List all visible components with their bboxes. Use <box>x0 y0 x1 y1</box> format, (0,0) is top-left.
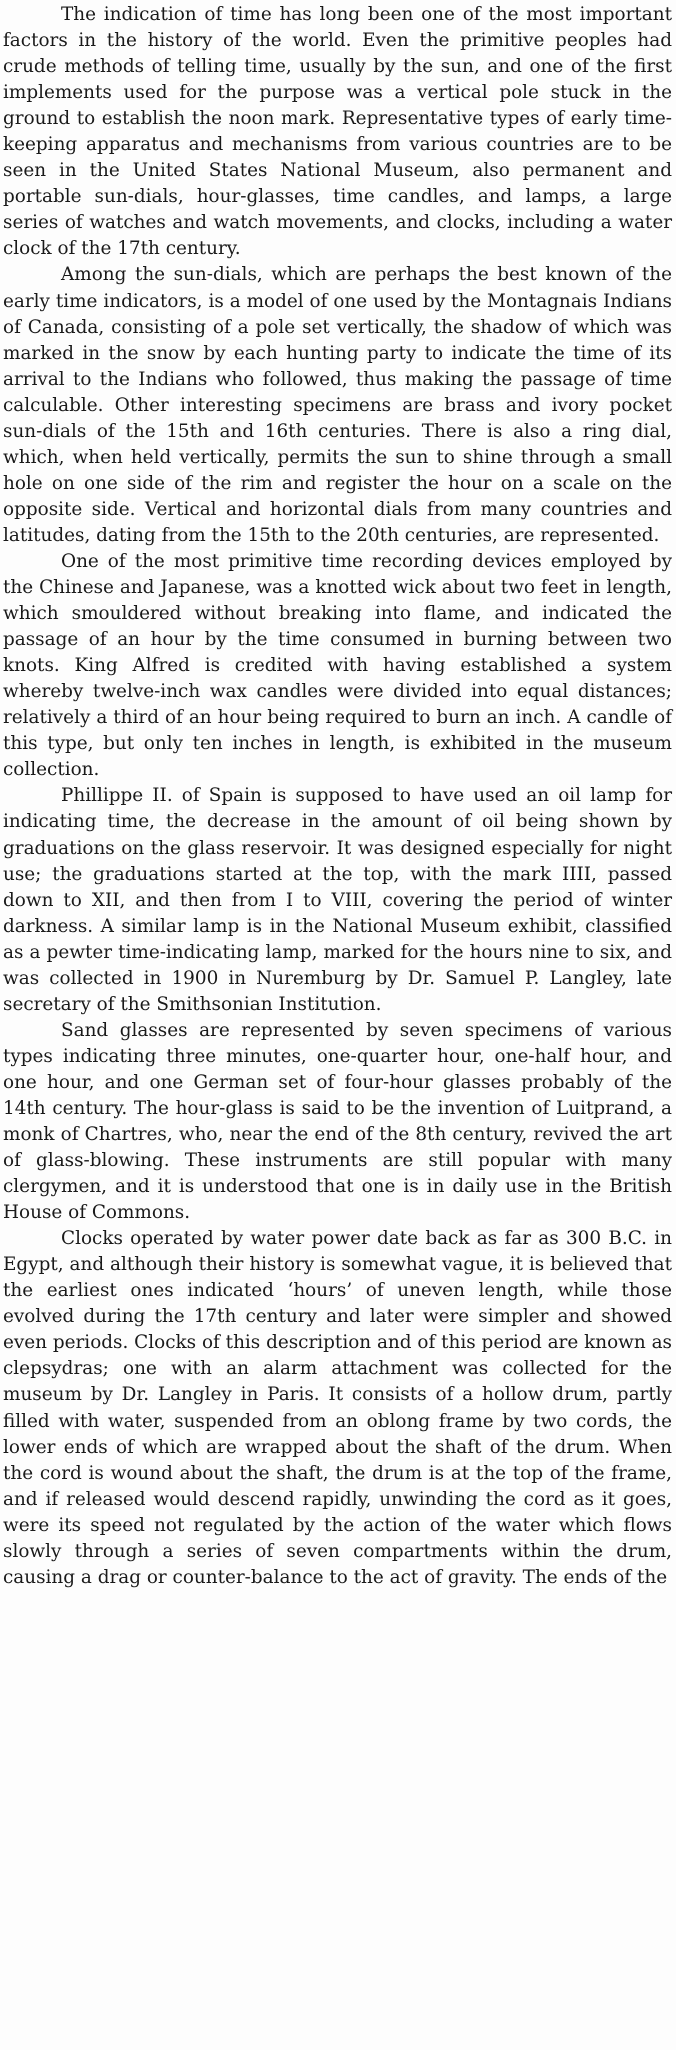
paragraph-oil-lamp: Phillippe II. of Spain is supposed to have used an oil lamp for indicating time, the decrease in the amount of oil being shown by graduations on the glass reservoir. It was designed especially for night use; the graduations started at the top, with the mark IIII, passed down to XII, and then from I to VIII, covering the period of winter darkness. A similar lamp is in the National Museum exhibit, classified as a pewter time-indicating lamp, marked for the hours nine to six, and was collected in 1900 in Nuremburg by Dr. Samuel P. Langley, late secretary of the Smithsonian Institution. <box>3 785 672 1015</box>
paragraph-sand-glasses: Sand glasses are represented by seven specimens of various types indicating three minutes, one-quarter hour, one-half hour, and one hour, and one German set of four-hour glasses probably of the 14th century. The hour-glass is said to be the invention of Luitprand, a monk of Chartres, who, near the end of the 8th century, revived the art of glass-blowing. These instruments are still popular with many clergymen, and it is understood that one is in daily use in the British House of Commons. <box>3 1019 672 1224</box>
article-body <box>3 2 672 1591</box>
paragraph-time-indication: The indication of time has long been one of the most important factors in the history of the world. Even the primitive peoples had crude methods of telling time, usually by the sun, and one of the first implements used for the purpose was a vertical pole stuck in the ground to establish the noon mark. Representative types of early time-keeping apparatus and mechanisms from various countries are to be seen in the United States National Museum, also permanent and portable sun-dials, hour-glasses, time candles, and lamps, a large series of watches and watch movements, and clocks, including a water clock of the 17th century. <box>3 4 672 260</box>
paragraph-water-clocks: Clocks operated by water power date back as far as 300 B.C. in Egypt, and although their history is somewhat vague, it is believed that the earliest ones indicated ‘hours’ of uneven length, while those evolved during the 17th century and later were simpler and showed even periods. Clocks of this description and of this period are known as clepsydras; one with an alarm attachment was collected for the museum by Dr. Langley in Paris. It consists of a hollow drum, partly filled with water, suspended from an oblong frame by two cords, the lower ends of which are wrapped about the shaft of the drum. When the cord is wound about the shaft, the drum is at the top of the frame, and if released would descend rapidly, unwinding the cord as it goes, were its speed not regulated by the action of the water which flows slowly through a series of seven compartments within the drum, causing a drag or counter-balance to the act of gravity. The ends of the <box>3 1228 672 1588</box>
paragraph-sun-dials: Among the sun-dials, which are perhaps the best known of the early time indicators, is a model of one used by the Montagnais Indians of Canada, consisting of a pole set vertically, the shadow of which was marked in the snow by each hunting party to indicate the time of its arrival to the Indians who followed, thus making the passage of time calculable. Other interesting specimens are brass and ivory pocket sun-dials of the 15th and 16th centuries. There is also a ring dial, which, when held vertically, permits the sun to shine through a small hole on one side of the rim and register the hour on a scale on the opposite side. Vertical and horizontal dials from many countries and latitudes, dating from the 15th to the 20th centuries, are represented. <box>3 264 672 546</box>
paragraph-time-candles: One of the most primitive time recording devices employed by the Chinese and Japanese, was a knotted wick about two feet in length, which smouldered without breaking into flame, and indicated the passage of an hour by the time consumed in burning between two knots. King Alfred is credited with having established a system whereby twelve-inch wax candles were divided into equal distances; relatively a third of an hour being required to burn an inch. A candle of this type, but only ten inches in length, is exhibited in the museum collection. <box>3 550 672 781</box>
